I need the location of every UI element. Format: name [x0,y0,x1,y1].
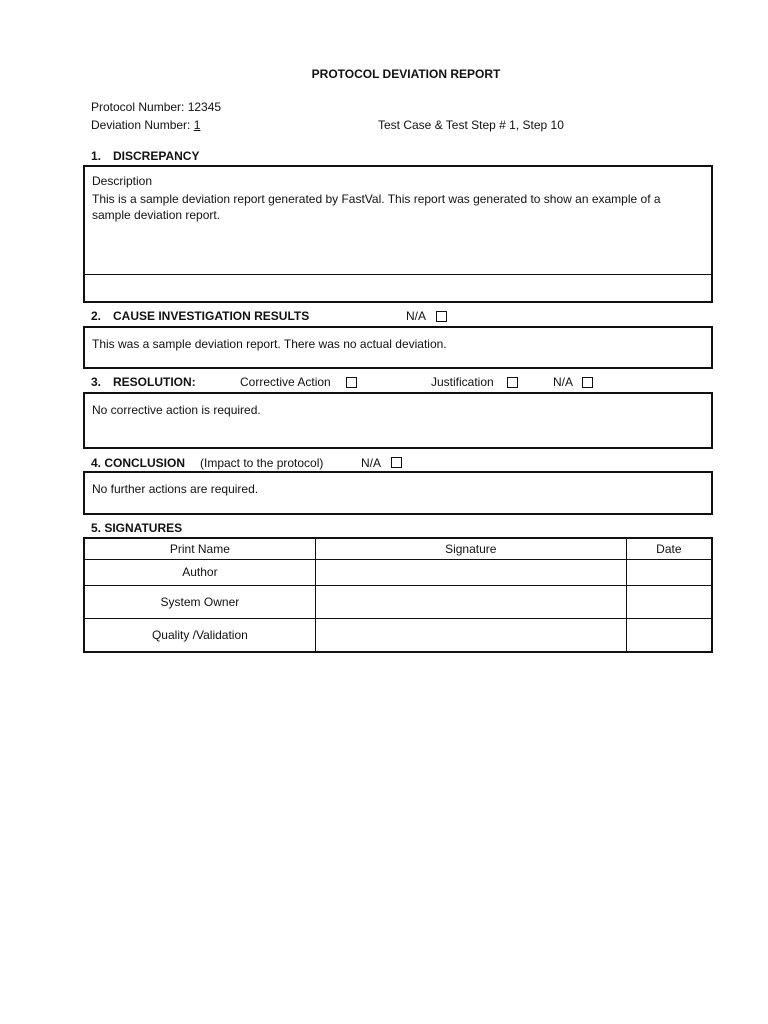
signatures-table [83,537,713,653]
column-header-date: Date [626,538,712,559]
section3-na-checkbox[interactable] [582,377,593,388]
justification-label: Justification [431,375,494,389]
corrective-action-checkbox[interactable] [346,377,357,388]
cause-investigation-box [83,326,713,369]
description-label: Description [92,174,153,188]
report-title: PROTOCOL DEVIATION REPORT [311,67,501,81]
section3-number: 3. [91,375,102,389]
signature-cell-system-owner[interactable] [315,585,626,618]
protocol-number: Protocol Number: 12345 [91,100,222,114]
resolution-box [83,392,713,449]
test-case-step: Test Case & Test Step # 1, Step 10 [378,118,564,132]
date-cell-author[interactable] [626,559,712,585]
date-cell-system-owner[interactable] [626,585,712,618]
signature-cell-quality[interactable] [315,618,626,652]
print-name-author: Author [84,559,315,585]
section3-heading: RESOLUTION: [113,375,196,389]
print-name-system-owner: System Owner [84,585,315,618]
signatures-header-row [84,538,712,559]
conclusion-box [83,471,713,515]
cause-investigation-text: This was a sample deviation report. There was no actual deviation. [92,337,447,351]
description-text: This is a sample deviation report generated by FastVal. This report was generated to show an example of a sample deviation report. [92,192,661,222]
deviation-number-value: 1 [193,118,201,132]
section3-na-label: N/A [553,375,574,389]
section4-heading: 4. CONCLUSION [91,456,186,470]
signature-row-author [84,559,712,585]
column-header-print-name: Print Name [84,538,315,559]
section2-na-checkbox[interactable] [436,311,447,322]
discrepancy-box [83,165,713,303]
section1-number: 1. [91,149,102,163]
justification-checkbox[interactable] [507,377,518,388]
section4-na-checkbox[interactable] [391,457,402,468]
resolution-text: No corrective action is required. [92,403,261,417]
deviation-number-label: Deviation Number: [91,118,194,132]
conclusion-text: No further actions are required. [92,482,259,496]
section5-heading: 5. SIGNATURES [91,521,183,535]
column-header-signature: Signature [315,538,626,559]
section2-heading: CAUSE INVESTIGATION RESULTS [113,309,310,323]
signature-row-system-owner [84,585,712,618]
date-cell-quality[interactable] [626,618,712,652]
discrepancy-divider [85,274,711,275]
section2-number: 2. [91,309,102,323]
section2-na-label: N/A [406,309,427,323]
deviation-number [91,118,200,132]
section4-subheading: (Impact to the protocol) [200,456,324,470]
signature-cell-author[interactable] [315,559,626,585]
corrective-action-label: Corrective Action [240,375,331,389]
print-name-quality-validation: Quality /Validation [84,618,315,652]
section1-heading: DISCREPANCY [113,149,200,163]
signature-row-quality [84,618,712,652]
section4-na-label: N/A [361,456,382,470]
